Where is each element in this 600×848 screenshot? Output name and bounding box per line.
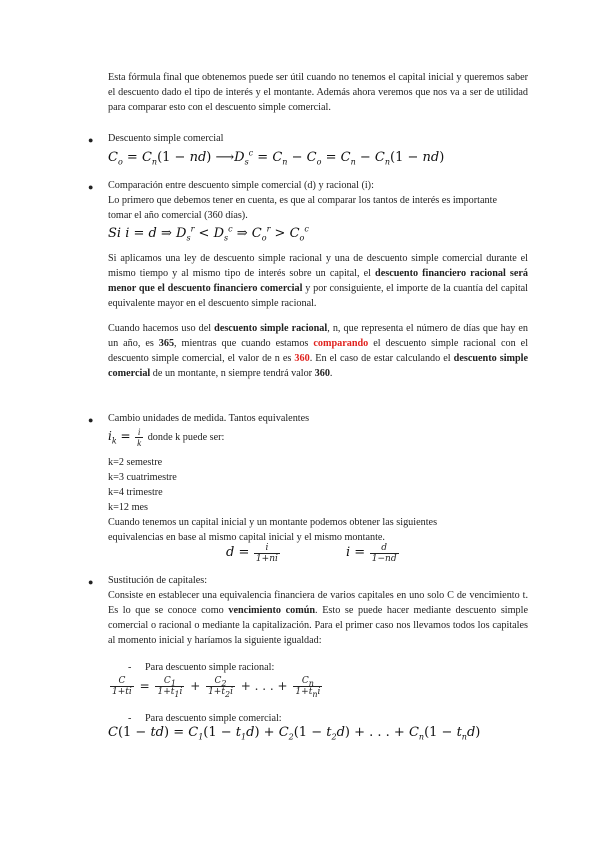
formula-note: donde k puede ser: xyxy=(147,431,225,443)
bullet-text: Comparación entre descuento simple comercial (d) y racional (i): xyxy=(108,180,374,191)
k-value: k=3 cuatrimestre xyxy=(108,472,177,483)
comparison-p3 xyxy=(108,321,528,381)
highlight-text: 360 xyxy=(294,353,310,364)
text-span: de un montante, n siempre tendrá valor xyxy=(152,368,313,379)
bullet-icon: ● xyxy=(88,135,94,145)
text-span: Consiste en establecer una equivalencia financiera de varios capitales en uno solo C de vencimiento t. Es lo que se conoce como xyxy=(108,590,528,616)
intro-paragraph xyxy=(108,70,528,115)
dash-marker: - xyxy=(128,713,132,724)
k-values-list xyxy=(108,455,528,515)
bold-text: descuento financiero racional será menor que el descuento financiero comercial xyxy=(108,268,528,294)
k-value: k=12 mes xyxy=(108,502,148,513)
formula-tanto-equivalente: $i_k$ = $\frac{i}{k}$ donde k puede ser: xyxy=(108,427,225,448)
bullet-text: Sustitución de capitales: xyxy=(108,575,208,586)
formula-i-equivalente: i = $\frac{d}{1-nd}$ xyxy=(346,543,397,564)
bullet-text: Descuento simple comercial xyxy=(108,133,224,144)
dash-marker: - xyxy=(128,662,132,673)
text-span: Cuando hacemos uso del xyxy=(108,323,212,334)
text-span: . Esto se puede hacer mediante descuento simple comercial o racional o mediante la capitalización. Para el primer caso nos llevamos todos los capitales al momento inicial y haríamos la siguiente igualdad: xyxy=(108,605,528,646)
dash-text: Para descuento simple comercial: xyxy=(145,713,282,724)
dash-text: Para descuento simple racional: xyxy=(145,662,275,673)
formula-comercial: $C(1 - td) = C_1(1 - t_1d) + C_2(1 - t_2d)$ + . . . + $C_n(1 - t_nd)$ xyxy=(108,725,481,742)
dash-racional xyxy=(145,660,565,675)
text-span: el descuento simple racional con el descuento simple comercial, el valor de n es xyxy=(108,338,529,364)
formula-racional: $\frac{C}{1+ti}$ = $\frac{C_1}{1+t_1i}$ + $\frac{C_2}{1+t_2i}$ + . . . + $\frac{C_n}{1+t_ni}$ xyxy=(112,676,321,699)
text-span: , mientras que cuando estamos xyxy=(174,338,309,349)
bullet-icon: ● xyxy=(88,415,94,425)
formula-comparacion: Si i = d ⇒ $D_s^r < D_s^c$ ⇒ $C_o^r > C_o^c$ xyxy=(108,224,309,243)
dash-comercial xyxy=(145,711,565,726)
intro-text: Esta fórmula final que obtenemos puede ser útil cuando no tenemos el capital inicial y queremos saber el descuento dado el tipo de interés y el montante. Además ahora veremos que nos va a ser de utilidad para comparar esto con el descuento simple comercial. xyxy=(108,72,528,113)
bullet-cambio-unidades xyxy=(108,411,528,426)
bullet-comparacion xyxy=(108,178,528,193)
bullet-sustitucion xyxy=(108,573,528,588)
comparison-p1 xyxy=(108,193,508,223)
formula-d-equivalente: d = $\frac{i}{1+ni}$ xyxy=(226,543,278,564)
text-span: , n, que representa el número de días que hay en un año, es xyxy=(108,323,529,349)
bullet-text: Cambio unidades de medida. Tantos equivalentes xyxy=(108,413,310,424)
bullet-icon: ● xyxy=(88,182,94,192)
text-span: y por consiguiente, el importe de la cuantía del capital equivalente mayor en el descuento simple racional. xyxy=(108,283,529,309)
formula-descuento-comercial: $C_o = C_n(1 - nd)$ $⟶D_s^c = C_n - C_o = C_n - C_n(1 - nd)$ xyxy=(108,148,445,167)
text-span: . xyxy=(329,368,333,379)
bullet-icon: ● xyxy=(88,577,94,587)
comparison-p1-text: Lo primero que debemos tener en cuenta, es que al comparar los tantos de interés es importante tomar el año comercial (360 días). xyxy=(108,195,497,221)
comparison-p2 xyxy=(108,251,528,311)
bold-text: vencimiento común xyxy=(228,605,316,616)
text-span: Si aplicamos una ley de descuento simple racional y una de descuento simple comercial durante el mismo tiempo y al mismo tipo de interés sobre un capital, el xyxy=(108,253,528,279)
units-p1-text: Cuando tenemos un capital inicial y un montante podemos obtener las siguientes equivalencias en base al mismo capital inicial y el mismo montante. xyxy=(108,517,438,543)
highlight-text: comparando xyxy=(313,338,369,349)
bold-text: 360 xyxy=(314,368,330,379)
bold-text: descuento simple racional xyxy=(214,323,328,334)
units-p1 xyxy=(108,515,478,545)
bold-text: descuento simple comercial xyxy=(108,353,529,379)
text-span: . En el caso de estar calculando el xyxy=(309,353,451,364)
bold-text: 365 xyxy=(158,338,175,349)
k-value: k=4 trimestre xyxy=(108,487,163,498)
substitution-paragraph xyxy=(108,588,528,648)
k-value: k=2 semestre xyxy=(108,457,163,468)
bullet-descuento-comercial xyxy=(108,131,528,146)
